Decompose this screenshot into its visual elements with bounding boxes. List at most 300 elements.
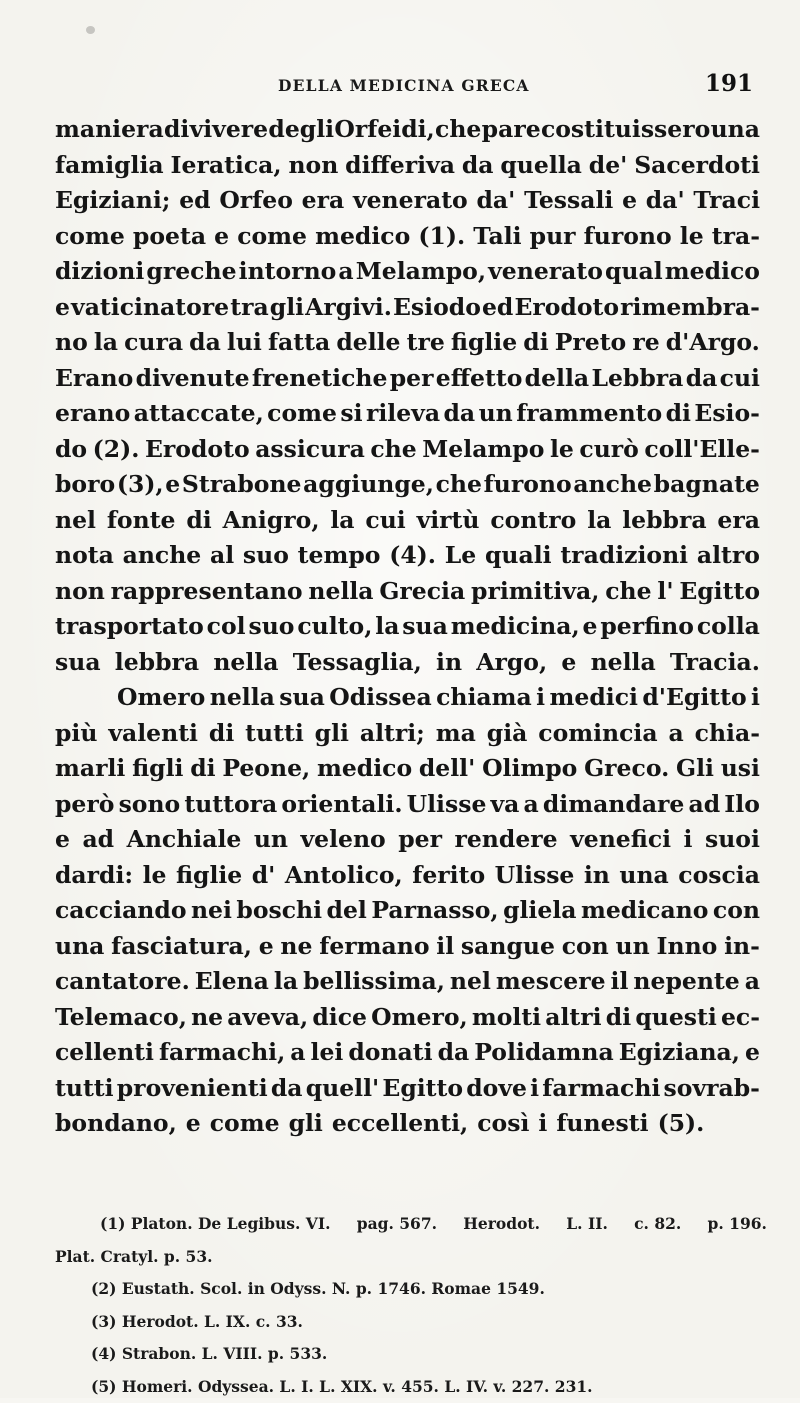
word: Melampo, (356, 254, 486, 290)
word: del (327, 893, 367, 929)
footnote-1-part: c. 82. (634, 1208, 681, 1241)
word: nei (191, 893, 232, 929)
word: le (143, 858, 167, 894)
text-line (55, 929, 760, 965)
word: come (210, 1106, 280, 1142)
word: venerato (488, 254, 603, 290)
word: lei (311, 1035, 344, 1071)
word: fatta (268, 325, 330, 361)
word: attaccate, (134, 396, 264, 432)
word: d'Egitto (642, 680, 746, 716)
word: marli (55, 751, 125, 787)
word: fasciatura, (111, 929, 252, 965)
word: tre (407, 325, 445, 361)
word: Anchiale (127, 822, 242, 858)
footnote-1-part: p. 196. (708, 1208, 767, 1241)
word: di (523, 325, 548, 361)
word: a (290, 1035, 305, 1071)
word: quell' (306, 1071, 380, 1107)
word: Tessaglia, (293, 645, 422, 681)
word: i (536, 680, 545, 716)
word: degli (268, 112, 334, 148)
word: però (55, 787, 114, 823)
word: anche (123, 538, 202, 574)
word: le (550, 432, 574, 468)
word: Antolico, (285, 858, 403, 894)
word: Grecia (379, 574, 465, 610)
word: qual (605, 254, 663, 290)
word: Orfeidi, (334, 112, 434, 148)
word: come (237, 219, 307, 255)
footnotes (55, 1208, 767, 1403)
word: cacciando (55, 893, 187, 929)
word: differiva (345, 148, 455, 184)
word: Polidamna (474, 1035, 613, 1071)
word: Tali (473, 219, 521, 255)
word: Olimpo (482, 751, 577, 787)
word: medico (665, 254, 760, 290)
word: medico (317, 751, 412, 787)
word: sangue (461, 929, 555, 965)
word: dizioni (55, 254, 144, 290)
word: figlie (451, 325, 517, 361)
word: sua (55, 645, 101, 681)
word: della (525, 361, 589, 397)
text-line (55, 858, 760, 894)
word: rileva (366, 396, 440, 432)
text-line (55, 751, 760, 787)
word: lui (227, 325, 262, 361)
text-line (55, 680, 760, 716)
word: e (745, 1035, 760, 1071)
word: con (713, 893, 760, 929)
text-line (55, 1000, 760, 1036)
word: Strabone (182, 467, 302, 503)
word: maniera (55, 112, 164, 148)
word: fonte (107, 503, 176, 539)
word: in- (724, 929, 760, 965)
word: trasportato (55, 609, 204, 645)
word: non (288, 148, 338, 184)
word: ed (179, 183, 210, 219)
word: gli (289, 1106, 323, 1142)
word: nel (55, 503, 96, 539)
word: Egitto (382, 1071, 463, 1107)
text-line (55, 716, 760, 752)
word: a (338, 254, 353, 290)
word: nel (450, 964, 491, 1000)
word: Le (445, 538, 476, 574)
word: costituissero (541, 112, 710, 148)
word: i (538, 1106, 547, 1142)
word: in (584, 858, 610, 894)
word: un (254, 822, 288, 858)
footnote-4: (4) Strabon. L. VIII. p. 533. (55, 1338, 767, 1371)
word: d'Argo. (666, 325, 760, 361)
word: tra (230, 290, 268, 326)
footnote-5: (5) Homeri. Odyssea. L. I. L. XIX. v. 455. L. IV. v. 227. 231. (55, 1371, 767, 1403)
word: assicura (255, 432, 365, 468)
word: medicina, (451, 609, 580, 645)
word: al (210, 538, 234, 574)
word: Telemaco, (55, 1000, 187, 1036)
word: i (530, 1071, 539, 1107)
word: va (491, 787, 520, 823)
word: da (438, 1035, 470, 1071)
word: più (55, 716, 97, 752)
word: da (271, 1071, 303, 1107)
word: effetto (436, 361, 523, 397)
word: intorno (239, 254, 337, 290)
word: eccellenti, (332, 1106, 468, 1142)
word: era (302, 183, 345, 219)
word: Erodoto (514, 290, 619, 326)
text-line (55, 396, 760, 432)
word: cui (720, 361, 760, 397)
word: ed (482, 290, 513, 326)
word: che (370, 432, 416, 468)
word: e (165, 467, 180, 503)
footnote-1-part: Herodot. (463, 1208, 540, 1241)
word: donati (348, 1035, 432, 1071)
word: lebbra (622, 503, 706, 539)
word: Sacerdoti (634, 148, 760, 184)
text-line (55, 503, 760, 539)
word: delle (336, 325, 400, 361)
word: d' (252, 858, 276, 894)
word: rendere (454, 822, 557, 858)
word: per (390, 361, 434, 397)
text-line (55, 893, 760, 929)
word: le (680, 219, 704, 255)
text-line (55, 290, 760, 326)
word: tradizioni (560, 538, 688, 574)
word: da (189, 325, 221, 361)
word: Anigro, (223, 503, 320, 539)
word: veleno (300, 822, 385, 858)
word: nella (213, 645, 278, 681)
word: così (477, 1106, 529, 1142)
word: e (214, 219, 229, 255)
word: culto, (297, 609, 372, 645)
word: la (94, 325, 118, 361)
word: gliela (503, 893, 576, 929)
word: già (487, 716, 528, 752)
word: vaticinatore (71, 290, 229, 326)
word: Argo, (476, 645, 547, 681)
word: col (207, 609, 246, 645)
text-line (55, 822, 760, 858)
word: e (55, 290, 70, 326)
text-line (55, 183, 760, 219)
text-line (55, 148, 760, 184)
word: poeta (133, 219, 206, 255)
word: dell' (419, 751, 475, 787)
word: bellissima, (303, 964, 445, 1000)
word: nepente (633, 964, 739, 1000)
word: gli (315, 716, 349, 752)
word: nella (591, 645, 656, 681)
page-number: 191 (705, 70, 753, 97)
word: chia- (695, 716, 760, 752)
word: Elena (195, 964, 269, 1000)
text-line (55, 964, 760, 1000)
word: pare (482, 112, 541, 148)
word: frenetiche (252, 361, 388, 397)
word: Parnasso, (371, 893, 498, 929)
word: colla (697, 609, 760, 645)
word: frammento (516, 396, 662, 432)
word: a (669, 716, 684, 752)
word: e (622, 183, 637, 219)
word: coscia (678, 858, 760, 894)
word: Omero, (371, 1000, 468, 1036)
word: dardi: (55, 858, 133, 894)
word: con (562, 929, 609, 965)
word: da' (476, 183, 515, 219)
word: de' (589, 148, 628, 184)
word: di (186, 503, 211, 539)
word: altri; (360, 716, 425, 752)
word: Egitto (679, 574, 760, 610)
word: mescere (496, 964, 606, 1000)
footnote-1-part: pag. 567. (357, 1208, 437, 1241)
word: cura (124, 325, 183, 361)
word: un (479, 396, 513, 432)
word: quali (485, 538, 552, 574)
word: Omero (117, 680, 205, 716)
word: do (55, 432, 87, 468)
word: perfino (600, 609, 694, 645)
word: suo (243, 538, 289, 574)
word: Tessali (524, 183, 613, 219)
word: medicano (581, 893, 708, 929)
word: orientali. (281, 787, 402, 823)
text-line (55, 645, 760, 681)
word: provenienti (117, 1071, 268, 1107)
word: un (616, 929, 650, 965)
word: Esiodo (393, 290, 481, 326)
ink-speck (86, 26, 95, 34)
word: farmachi, (159, 1035, 285, 1071)
word: pur (530, 219, 576, 255)
footnote-1-part: (1) Platon. De Legibus. VI. (100, 1208, 330, 1241)
word: comincia (538, 716, 657, 752)
word: erano (55, 396, 130, 432)
word: ma (436, 716, 476, 752)
word: Preto (555, 325, 627, 361)
word: di (209, 716, 234, 752)
word: questi (635, 1000, 716, 1036)
footnote-3: (3) Herodot. L. IX. c. 33. (55, 1306, 767, 1339)
word: fermano (319, 929, 429, 965)
word: greche (146, 254, 236, 290)
word: tra- (712, 219, 760, 255)
text-line (55, 219, 760, 255)
word: tuttora (184, 787, 277, 823)
word: sua (279, 680, 325, 716)
text-line (55, 467, 760, 503)
word: farmachi (542, 1071, 660, 1107)
text-line (55, 1106, 760, 1142)
word: non (55, 574, 105, 610)
text-line (55, 1071, 760, 1107)
word: famiglia (55, 148, 164, 184)
word: da (686, 361, 718, 397)
word: gli (270, 290, 304, 326)
running-title: DELLA MEDICINA GRECA (278, 76, 530, 95)
word: nella (210, 680, 275, 716)
word: ad (82, 822, 114, 858)
text-line (55, 787, 760, 823)
word: funesti (556, 1106, 648, 1142)
word: re (632, 325, 659, 361)
word: furono (584, 219, 672, 255)
word: cantatore. (55, 964, 190, 1000)
word: si (340, 396, 362, 432)
word: Esio- (694, 396, 760, 432)
word: figli (132, 751, 183, 787)
text-line (55, 112, 760, 148)
word: coll'Elle- (644, 432, 760, 468)
word: curò (579, 432, 638, 468)
word: suo (248, 609, 294, 645)
word: l' (657, 574, 673, 610)
word: no (55, 325, 88, 361)
word: a (524, 787, 539, 823)
word: medico (315, 219, 410, 255)
word: dimandare (543, 787, 685, 823)
word: aveva, (227, 1000, 308, 1036)
word: Tracia. (670, 645, 760, 681)
word: che (436, 467, 482, 503)
word: sono (119, 787, 181, 823)
word: Gli (676, 751, 714, 787)
word: tempo (298, 538, 381, 574)
footnote-2: (2) Eustath. Scol. in Odyss. N. p. 1746. Romae 1549. (55, 1273, 767, 1306)
word: Lebbra (591, 361, 683, 397)
word: boschi (236, 893, 322, 929)
text-line (55, 325, 760, 361)
text-line (55, 609, 760, 645)
word: per (398, 822, 442, 858)
word: Ieratica, (171, 148, 282, 184)
word: il (436, 929, 454, 965)
word: Egiziana, (619, 1035, 740, 1071)
word: che (435, 112, 481, 148)
word: dice (312, 1000, 367, 1036)
word: nella (308, 574, 373, 610)
word: come (55, 219, 125, 255)
word: Argivi. (305, 290, 392, 326)
word: e (561, 645, 576, 681)
word: da (444, 396, 476, 432)
word: una (619, 858, 668, 894)
word: venefici (570, 822, 671, 858)
word: e (583, 609, 598, 645)
word: rimembra- (620, 290, 760, 326)
text-line (55, 361, 760, 397)
word: ad (689, 787, 721, 823)
word: chiama (436, 680, 532, 716)
word: e (55, 822, 70, 858)
word: primitiva, (471, 574, 599, 610)
word: la (330, 503, 354, 539)
word: Erano (55, 361, 133, 397)
word: sovrab- (664, 1071, 760, 1107)
word: ne (191, 1000, 223, 1036)
word: anche (573, 467, 652, 503)
word: (3), (117, 467, 164, 503)
word: suoi (705, 822, 760, 858)
word: Inno (656, 929, 717, 965)
word: la (587, 503, 611, 539)
word: tutti (55, 1071, 114, 1107)
footnote-1-part: L. II. (566, 1208, 608, 1241)
word: bagnate (654, 467, 760, 503)
word: valenti (108, 716, 198, 752)
word: altro (697, 538, 760, 574)
word: divenute (136, 361, 250, 397)
footnote-1 (55, 1208, 767, 1241)
footnote-1-continuation: Plat. Cratyl. p. 53. (55, 1241, 767, 1274)
word: Odissea (329, 680, 431, 716)
word: come (267, 396, 337, 432)
word: in (436, 645, 462, 681)
word: Ulisse (407, 787, 487, 823)
word: ec- (721, 1000, 760, 1036)
word: bondano, (55, 1106, 177, 1142)
text-line (55, 254, 760, 290)
word: da (462, 148, 494, 184)
word: Ulisse (495, 858, 575, 894)
word: cellenti (55, 1035, 154, 1071)
word: e (186, 1106, 201, 1142)
word: rappresentano (111, 574, 303, 610)
word: lebbra (115, 645, 199, 681)
word: Greco. (584, 751, 669, 787)
word: contro (490, 503, 576, 539)
word: Erodoto (145, 432, 250, 468)
word: di (606, 1000, 631, 1036)
text-line (55, 1035, 760, 1071)
word: di (164, 112, 189, 148)
word: Melampo (422, 432, 544, 468)
word: di (190, 751, 215, 787)
word: dove (466, 1071, 527, 1107)
word: vivere (190, 112, 269, 148)
word: una (711, 112, 760, 148)
word: Traci (693, 183, 760, 219)
word: e (259, 929, 274, 965)
word: i (684, 822, 693, 858)
word: quella (500, 148, 582, 184)
word: era (717, 503, 760, 539)
word: i (751, 680, 760, 716)
word: medici (550, 680, 638, 716)
word: che (605, 574, 651, 610)
word: ne (280, 929, 312, 965)
word: una (55, 929, 104, 965)
word: virtù (417, 503, 480, 539)
word: da' (646, 183, 685, 219)
word: di (666, 396, 691, 432)
word: aggiunge, (303, 467, 434, 503)
text-line (55, 574, 760, 610)
word: la (274, 964, 298, 1000)
word: a (745, 964, 760, 1000)
word: furono (484, 467, 572, 503)
